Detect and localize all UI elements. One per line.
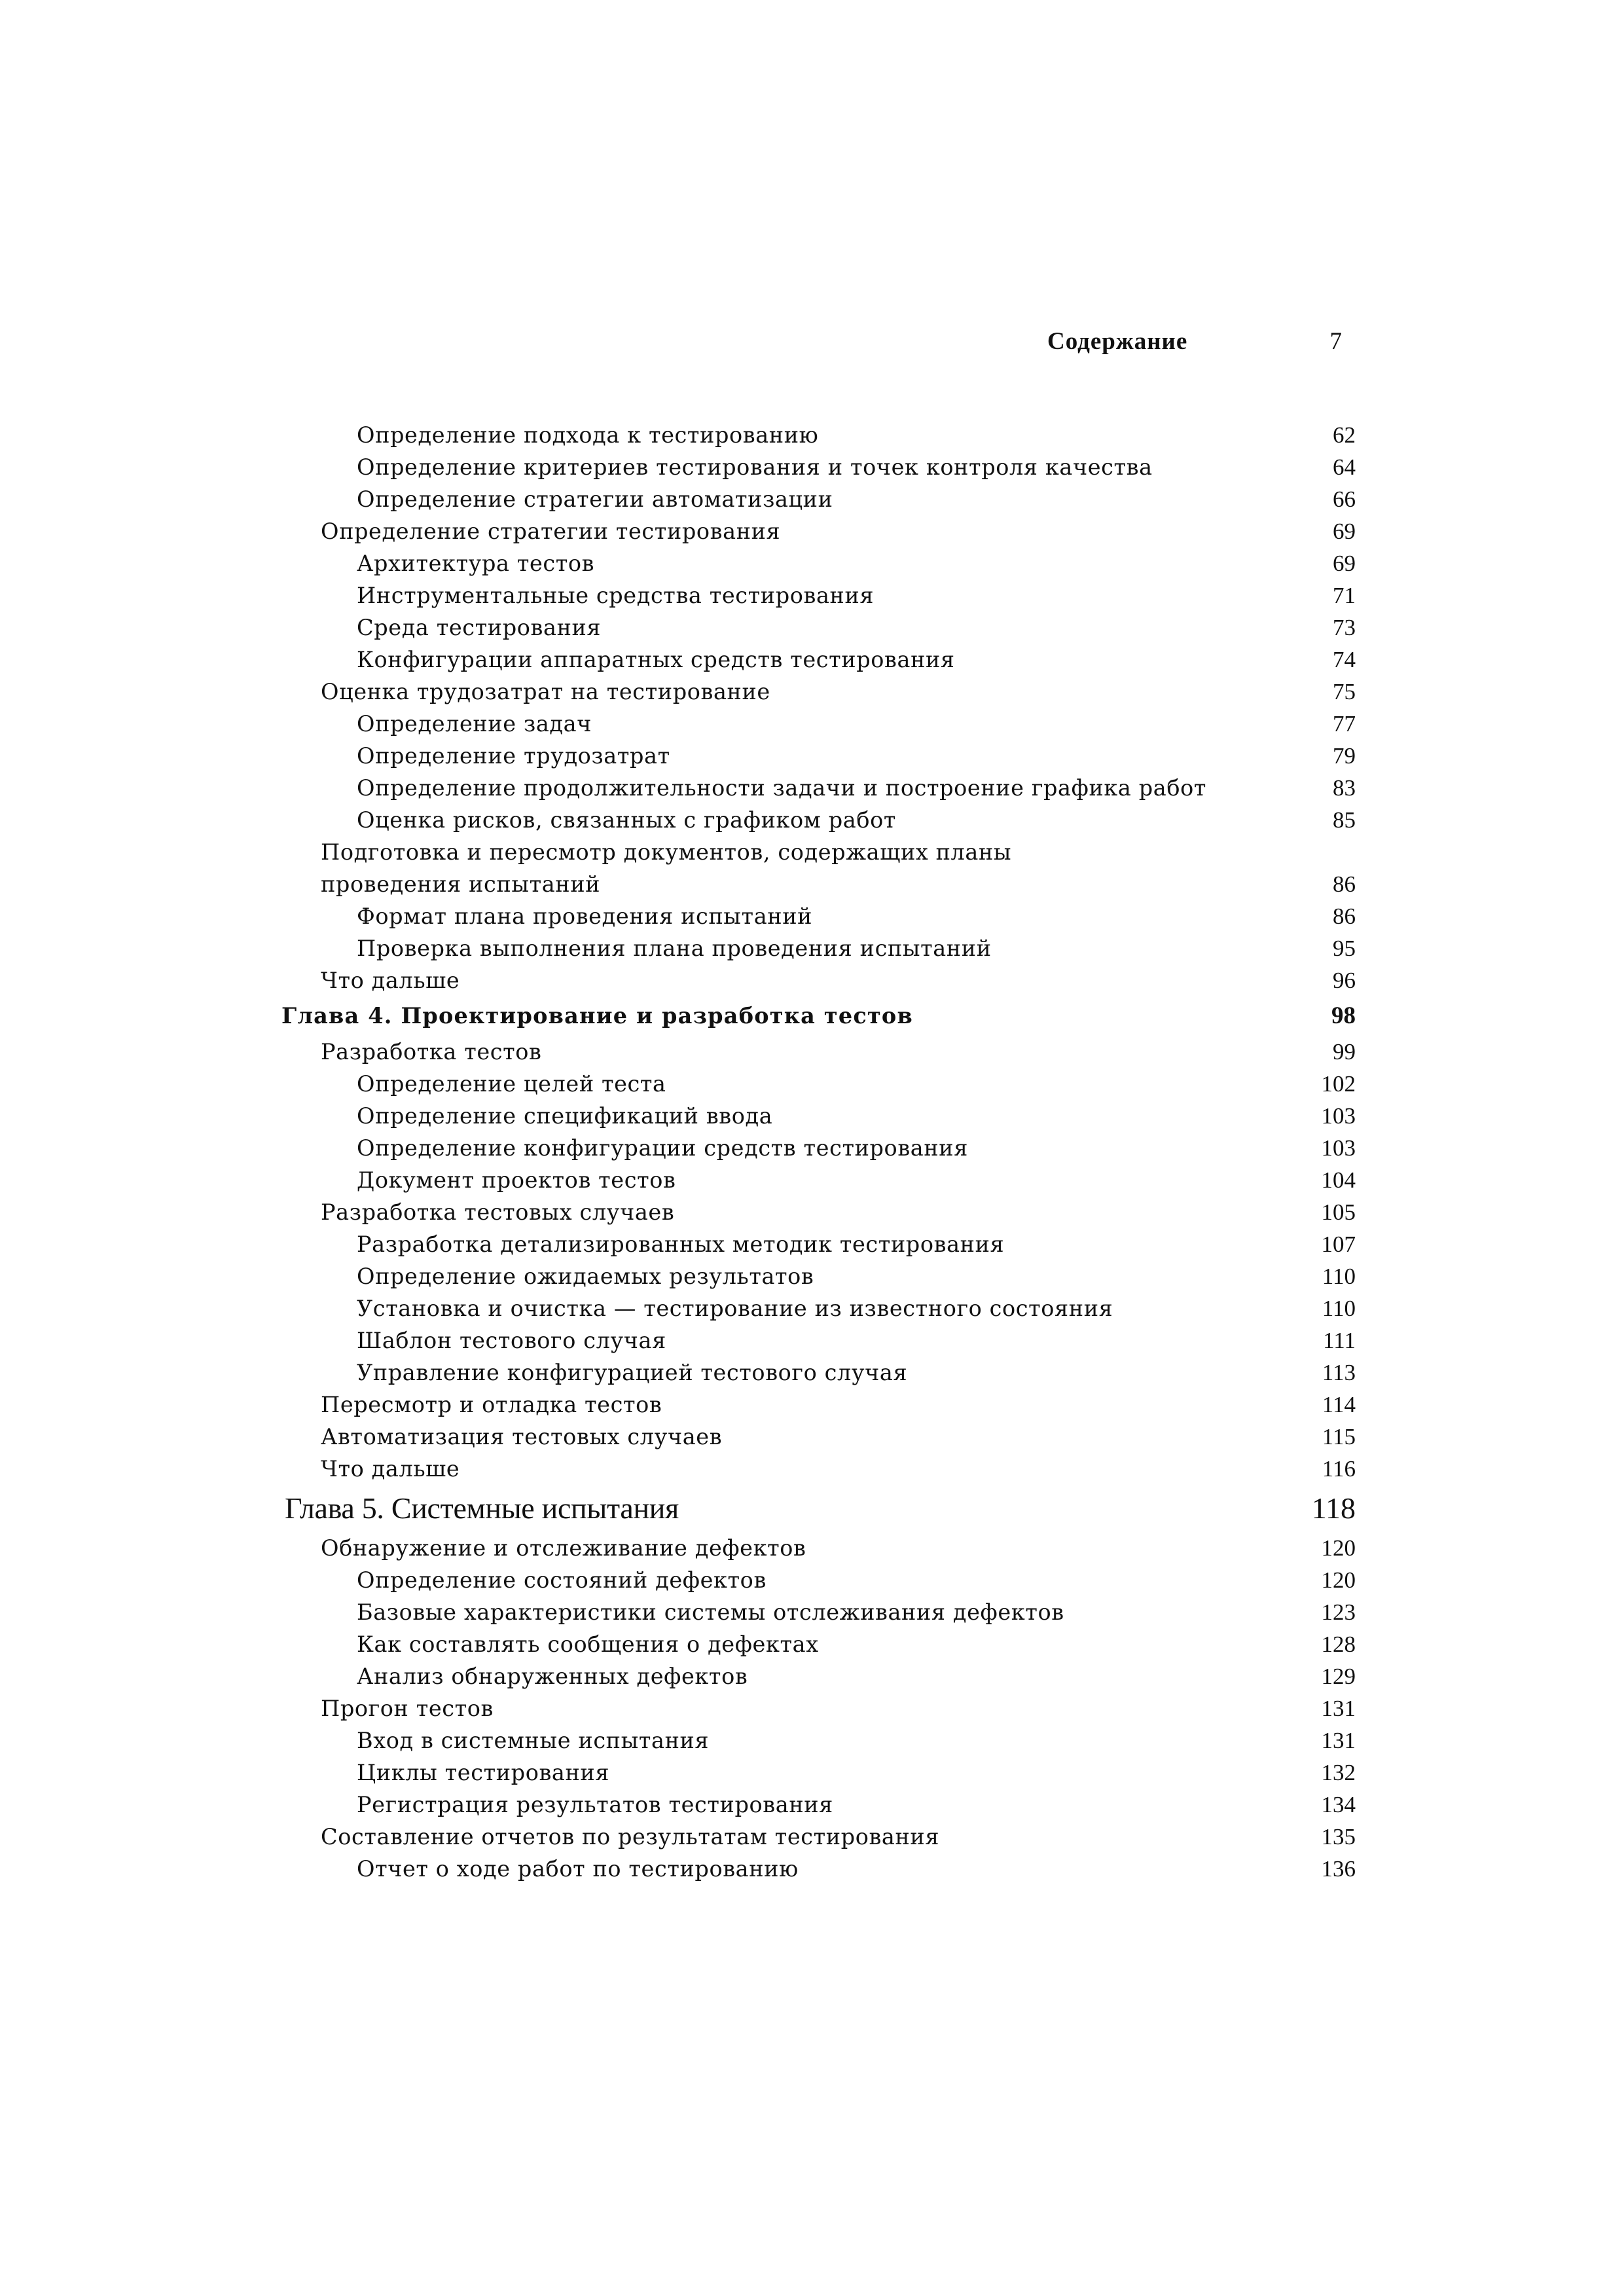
toc-section-label: Автоматизация тестовых случаев <box>321 1424 723 1449</box>
toc-section-label: Что дальше <box>321 968 460 993</box>
toc-section-label: Прогон тестов <box>321 1696 494 1721</box>
toc-entry-label: Вход в системные испытания <box>357 1728 710 1753</box>
toc-entry-page: 95 <box>1333 936 1356 961</box>
toc-entry-label: Определение продолжительности задачи и построение графика работ <box>357 775 1207 801</box>
toc-entry-page: 64 <box>1333 454 1356 480</box>
toc-entry <box>0 483 1624 515</box>
toc-entry <box>0 1357 1624 1389</box>
toc-entry <box>0 579 1624 611</box>
toc-section <box>0 1692 1624 1724</box>
toc-entry <box>0 1628 1624 1660</box>
toc-entry <box>0 1292 1624 1324</box>
toc-entry <box>0 1228 1624 1260</box>
toc-entry-label: Проверка выполнения плана проведения испытаний <box>357 936 992 961</box>
toc-entry-label: Определение трудозатрат <box>357 743 670 769</box>
toc-chapter-5 <box>0 1485 1624 1532</box>
toc-entry-label: Определение подхода к тестированию <box>357 422 819 448</box>
toc-section-page: 86 <box>1333 871 1356 897</box>
toc-entry-page: 103 <box>1321 1135 1356 1161</box>
toc-section-label: Обнаружение и отслеживание дефектов <box>321 1535 806 1561</box>
toc-entry-label: Управление конфигурацией тестового случая <box>357 1360 908 1385</box>
toc-entry-label: Регистрация результатов тестирования <box>357 1792 833 1817</box>
toc-entry-label: Документ проектов тестов <box>357 1167 676 1193</box>
toc-entry-label: Среда тестирования <box>357 615 602 640</box>
toc-entry <box>0 740 1624 772</box>
toc-section-label: Определение стратегии тестирования <box>321 519 781 544</box>
running-head-page-number: 7 <box>1329 328 1342 355</box>
toc-chapter-label: Глава 4. Проектирование и разработка тестов <box>281 1003 913 1029</box>
toc-entry-page: 85 <box>1333 807 1356 833</box>
toc-entry <box>0 1853 1624 1885</box>
toc-entry <box>0 1164 1624 1196</box>
toc-entry-label: Определение ожидаемых результатов <box>357 1264 814 1289</box>
toc-entry-label: Анализ обнаруженных дефектов <box>357 1664 748 1689</box>
toc-section-label: Подготовка и пересмотр документов, содержащих планы <box>321 839 1012 865</box>
toc-entry-page: 74 <box>1333 647 1356 672</box>
toc-chapter-page: 118 <box>1311 1491 1356 1525</box>
toc-entry-label: Определение состояний дефектов <box>357 1567 767 1593</box>
toc-entry-page: 113 <box>1322 1360 1356 1385</box>
toc-section <box>0 1196 1624 1228</box>
toc-section <box>0 868 1624 900</box>
toc-entry-page: 79 <box>1333 743 1356 769</box>
toc-entry-page: 136 <box>1321 1856 1356 1882</box>
toc-entry-page: 103 <box>1321 1103 1356 1129</box>
toc-section-label: Пересмотр и отладка тестов <box>321 1392 662 1417</box>
toc-entry-label: Архитектура тестов <box>357 551 595 576</box>
toc-section <box>0 836 1624 868</box>
toc-entry <box>0 419 1624 451</box>
toc-entry-page: 111 <box>1323 1328 1356 1353</box>
toc-entry-label: Определение задач <box>357 711 592 737</box>
toc-entry <box>0 708 1624 740</box>
running-head-title: Содержание <box>1047 328 1188 355</box>
toc-section-label: Оценка трудозатрат на тестирование <box>321 679 770 704</box>
toc-chapter-4 <box>0 996 1624 1036</box>
toc-entry-page: 86 <box>1333 903 1356 929</box>
toc-entry-page: 134 <box>1321 1792 1356 1817</box>
toc-section-page: 96 <box>1333 968 1356 993</box>
toc-entry-label: Разработка детализированных методик тестирования <box>357 1231 1005 1257</box>
toc-section <box>0 1453 1624 1485</box>
toc-entry-label: Определение целей теста <box>357 1071 666 1097</box>
toc-entry-page: 110 <box>1322 1296 1356 1321</box>
toc-section-page: 115 <box>1322 1424 1356 1449</box>
toc-section-page: 116 <box>1322 1456 1356 1482</box>
toc-entry-page: 132 <box>1321 1760 1356 1785</box>
toc-entry <box>0 644 1624 676</box>
toc-entry <box>0 772 1624 804</box>
table-of-contents <box>0 419 1624 1885</box>
toc-section <box>0 515 1624 547</box>
toc-entry-label: Определение стратегии автоматизации <box>357 486 833 512</box>
toc-entry-label: Определение критериев тестирования и точек контроля качества <box>357 454 1153 480</box>
toc-entry-label: Определение конфигурации средств тестирования <box>357 1135 968 1161</box>
toc-entry-page: 104 <box>1321 1167 1356 1193</box>
toc-section-page: 135 <box>1321 1824 1356 1850</box>
toc-entry-page: 120 <box>1321 1567 1356 1593</box>
toc-section-label: Что дальше <box>321 1456 460 1482</box>
toc-entry <box>0 804 1624 836</box>
toc-entry <box>0 611 1624 644</box>
toc-entry-label: Определение спецификаций ввода <box>357 1103 773 1129</box>
toc-entry-page: 83 <box>1333 775 1356 801</box>
toc-entry-label: Базовые характеристики системы отслеживания дефектов <box>357 1599 1064 1625</box>
toc-entry <box>0 1757 1624 1789</box>
toc-entry-page: 71 <box>1333 583 1356 608</box>
toc-section-label: Разработка тестовых случаев <box>321 1199 675 1225</box>
toc-section-page: 105 <box>1321 1199 1356 1225</box>
toc-section <box>0 1532 1624 1564</box>
toc-section <box>0 1389 1624 1421</box>
toc-entry-page: 73 <box>1333 615 1356 640</box>
toc-entry-page: 131 <box>1321 1728 1356 1753</box>
toc-entry <box>0 1660 1624 1692</box>
toc-section-page: 120 <box>1321 1535 1356 1561</box>
toc-entry-page: 123 <box>1321 1599 1356 1625</box>
toc-entry-page: 69 <box>1333 551 1356 576</box>
toc-entry <box>0 1100 1624 1132</box>
toc-entry-label: Отчет о ходе работ по тестированию <box>357 1856 799 1882</box>
toc-entry-label: Конфигурации аппаратных средств тестирования <box>357 647 955 672</box>
toc-section-page: 69 <box>1333 519 1356 544</box>
toc-entry <box>0 1564 1624 1596</box>
toc-entry-label: Циклы тестирования <box>357 1760 610 1785</box>
toc-entry-page: 77 <box>1333 711 1356 737</box>
toc-entry <box>0 932 1624 964</box>
toc-entry-page: 102 <box>1321 1071 1356 1097</box>
toc-section <box>0 1036 1624 1068</box>
toc-entry-label: Инструментальные средства тестирования <box>357 583 875 608</box>
toc-section-page: 75 <box>1333 679 1356 704</box>
toc-section <box>0 676 1624 708</box>
toc-entry-label: Шаблон тестового случая <box>357 1328 666 1353</box>
running-head <box>1047 327 1342 360</box>
toc-entry <box>0 1724 1624 1757</box>
toc-entry <box>0 451 1624 483</box>
toc-entry-label: Как составлять сообщения о дефектах <box>357 1631 819 1657</box>
toc-entry-page: 107 <box>1321 1231 1356 1257</box>
toc-entry <box>0 1324 1624 1357</box>
toc-entry-page: 129 <box>1321 1664 1356 1689</box>
toc-entry-page: 128 <box>1321 1631 1356 1657</box>
toc-entry <box>0 1596 1624 1628</box>
toc-section <box>0 1821 1624 1853</box>
toc-entry-page: 66 <box>1333 486 1356 512</box>
toc-entry-label: Формат плана проведения испытаний <box>357 903 813 929</box>
toc-section-label: Разработка тестов <box>321 1039 542 1065</box>
toc-entry <box>0 547 1624 579</box>
toc-chapter-label: Глава 5. Системные испытания <box>285 1491 679 1525</box>
toc-entry-page: 62 <box>1333 422 1356 448</box>
toc-section <box>0 964 1624 996</box>
toc-section-page: 114 <box>1322 1392 1356 1417</box>
toc-section-label: Составление отчетов по результатам тестирования <box>321 1824 940 1850</box>
toc-entry <box>0 1789 1624 1821</box>
toc-entry <box>0 1068 1624 1100</box>
toc-chapter-page: 98 <box>1331 1002 1356 1029</box>
toc-section <box>0 1421 1624 1453</box>
toc-entry <box>0 1260 1624 1292</box>
toc-entry <box>0 1132 1624 1164</box>
toc-section-label: проведения испытаний <box>321 871 601 897</box>
toc-entry <box>0 900 1624 932</box>
toc-entry-label: Оценка рисков, связанных с графиком работ <box>357 807 897 833</box>
toc-section-page: 131 <box>1321 1696 1356 1721</box>
toc-entry-page: 110 <box>1322 1264 1356 1289</box>
toc-entry-label: Установка и очистка — тестирование из известного состояния <box>357 1296 1113 1321</box>
toc-section-page: 99 <box>1333 1039 1356 1065</box>
